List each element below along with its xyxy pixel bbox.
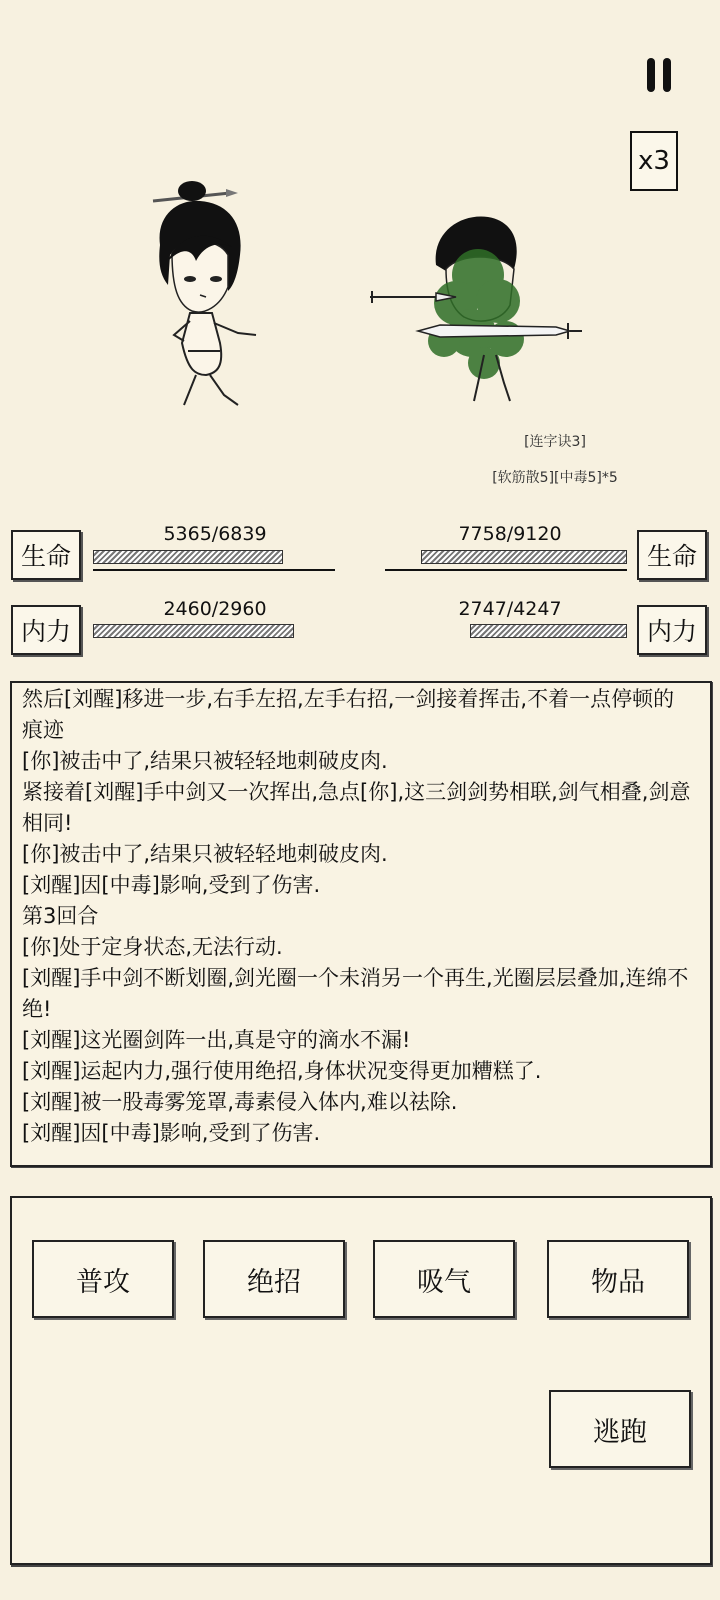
log-line: [刘醒]手中剑不断划圈,剑光圈一个未消另一个再生,光圈层层叠加,连绵不绝! <box>22 966 689 1021</box>
pause-bar-left <box>647 58 655 92</box>
enemy-hp-bar <box>421 550 627 564</box>
log-line: [你]被击中了,结果只被轻轻地刺破皮肉. <box>22 842 388 866</box>
battle-log-panel[interactable] <box>10 681 712 1167</box>
breathe-button[interactable]: 吸气 <box>373 1240 515 1318</box>
items-button[interactable]: 物品 <box>547 1240 689 1318</box>
enemy-status-line-2: [软筋散5][中毒5]*5 <box>492 470 618 486</box>
enemy-mp-label: 内力 <box>637 605 707 655</box>
player-mp-bar <box>93 624 294 638</box>
player-hp-value: 5365/6839 <box>163 523 267 545</box>
player-mp-label: 内力 <box>11 605 81 655</box>
enemy-status-line-1: [连字诀3] <box>524 434 586 450</box>
enemy-mp-bar <box>470 624 627 638</box>
log-line: [刘醒]因[中毒]影响,受到了伤害. <box>22 1121 321 1145</box>
battle-log <box>22 684 692 1149</box>
speed-button[interactable]: x3 <box>630 131 678 191</box>
log-line: [刘醒]因[中毒]影响,受到了伤害. <box>22 873 321 897</box>
player-hp-label: 生命 <box>11 530 81 580</box>
player-hp-bar <box>93 550 283 564</box>
attack-button[interactable]: 普攻 <box>32 1240 174 1318</box>
log-line: 然后[刘醒]移进一步,右手左招,左手右招,一剑接着挥击,不着一点停顿的痕迹 <box>22 687 675 742</box>
enemy-character <box>360 205 590 415</box>
log-line: [刘醒]这光圈剑阵一出,真是守的滴水不漏! <box>22 1028 411 1052</box>
flee-button[interactable]: 逃跑 <box>549 1390 691 1468</box>
pause-bar-right <box>663 58 671 92</box>
ultimate-button[interactable]: 绝招 <box>203 1240 345 1318</box>
log-line: 紧接着[刘醒]手中剑又一次挥出,急点[你],这三剑剑势相联,剑气相叠,剑意相同! <box>22 780 691 835</box>
enemy-hp-underline <box>385 569 627 571</box>
enemy-hp-label: 生命 <box>637 530 707 580</box>
player-mp-value: 2460/2960 <box>163 598 267 620</box>
log-line: [你]被击中了,结果只被轻轻地刺破皮肉. <box>22 749 388 773</box>
log-line: [刘醒]运起内力,强行使用绝招,身体状况变得更加糟糕了. <box>22 1059 542 1083</box>
enemy-hp-value: 7758/9120 <box>458 523 562 545</box>
player-character <box>148 175 268 415</box>
enemy-mp-value: 2747/4247 <box>458 598 562 620</box>
log-line: 第3回合 <box>22 904 99 928</box>
log-line: [刘醒]被一股毒雾笼罩,毒素侵入体内,难以祛除. <box>22 1090 458 1114</box>
log-line: [你]处于定身状态,无法行动. <box>22 935 283 959</box>
pause-icon[interactable] <box>647 58 673 92</box>
player-hp-underline <box>93 569 335 571</box>
